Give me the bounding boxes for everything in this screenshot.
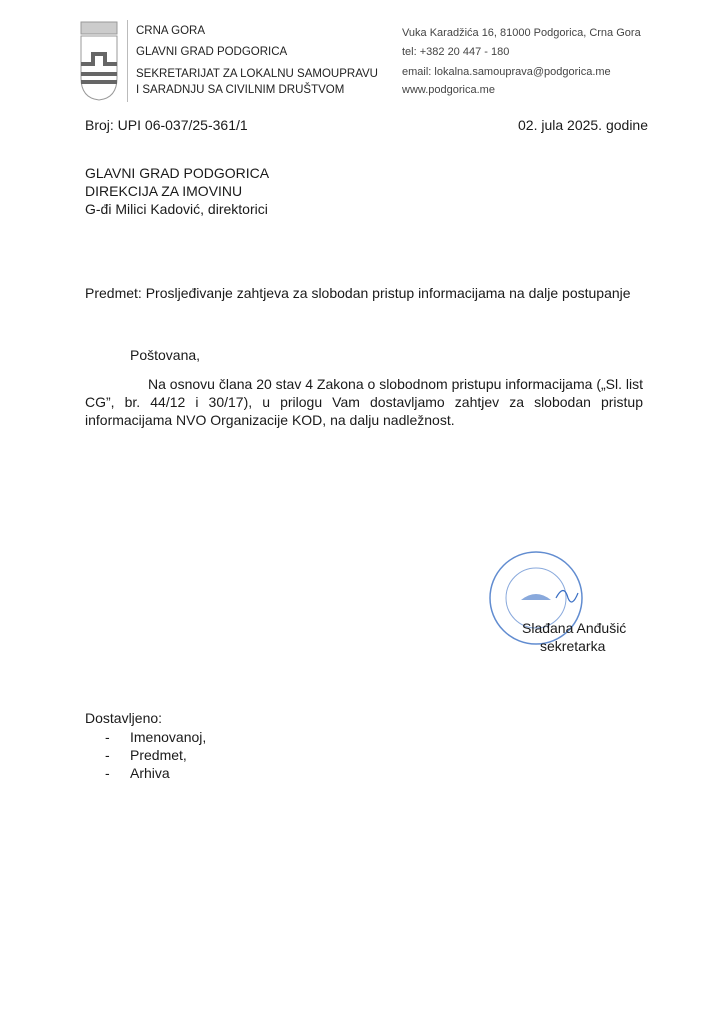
subject-line: Predmet: Prosljeđivanje zahtjeva za slobodan pristup informacijama na dalje postupanje bbox=[85, 285, 631, 301]
recipient-line: G-đi Milici Kadović, direktorici bbox=[85, 201, 268, 217]
signatory-title: sekretarka bbox=[540, 638, 606, 654]
header-org-line: SEKRETARIJAT ZA LOKALNU SAMOUPRAVU bbox=[136, 68, 378, 80]
header-org-line: I SARADNJU SA CIVILNIM DRUŠTVOM bbox=[136, 84, 345, 96]
header-org-line: GLAVNI GRAD PODGORICA bbox=[136, 46, 288, 58]
salutation: Poštovana, bbox=[130, 347, 201, 363]
delivered-label: Dostavljeno: bbox=[85, 710, 163, 726]
city-coat-of-arms-logo bbox=[78, 20, 120, 102]
recipient-line: GLAVNI GRAD PODGORICA bbox=[85, 165, 270, 181]
header-divider bbox=[127, 20, 128, 102]
body-paragraph: Na osnovu člana 20 stav 4 Zakona o slobodnom pristupu informacijama („Sl. list CG”, br. 44/12 i 30/17), u prilogu Vam dostavljamo zahtjev za slobodan pristup informacijama NVO Organizacije KOD, na dalju nadležnost. bbox=[85, 376, 643, 428]
header-phone: tel: +382 20 447 - 180 bbox=[402, 46, 510, 58]
reference-number: Broj: UPI 06-037/25-361/1 bbox=[85, 117, 248, 133]
header-website: www.podgorica.me bbox=[402, 84, 495, 96]
delivered-item-text: Imenovanoj, bbox=[130, 729, 207, 745]
signatory-name: Slađana Anđušić bbox=[522, 620, 627, 636]
header-email: email: lokalna.samouprava@podgorica.me bbox=[402, 66, 611, 78]
delivered-item: - Imenovanoj, bbox=[105, 729, 207, 745]
header-org-line: CRNA GORA bbox=[136, 25, 206, 37]
delivered-item: - Predmet, bbox=[105, 747, 187, 763]
delivered-item-text: Arhiva bbox=[130, 765, 170, 781]
delivered-item-text: Predmet, bbox=[130, 747, 187, 763]
recipient-line: DIREKCIJA ZA IMOVINU bbox=[85, 183, 243, 199]
delivered-item: - Arhiva bbox=[105, 765, 170, 781]
header-address: Vuka Karadžića 16, 81000 Podgorica, Crna Gora bbox=[402, 27, 641, 39]
letter-date: 02. jula 2025. godine bbox=[518, 117, 648, 133]
